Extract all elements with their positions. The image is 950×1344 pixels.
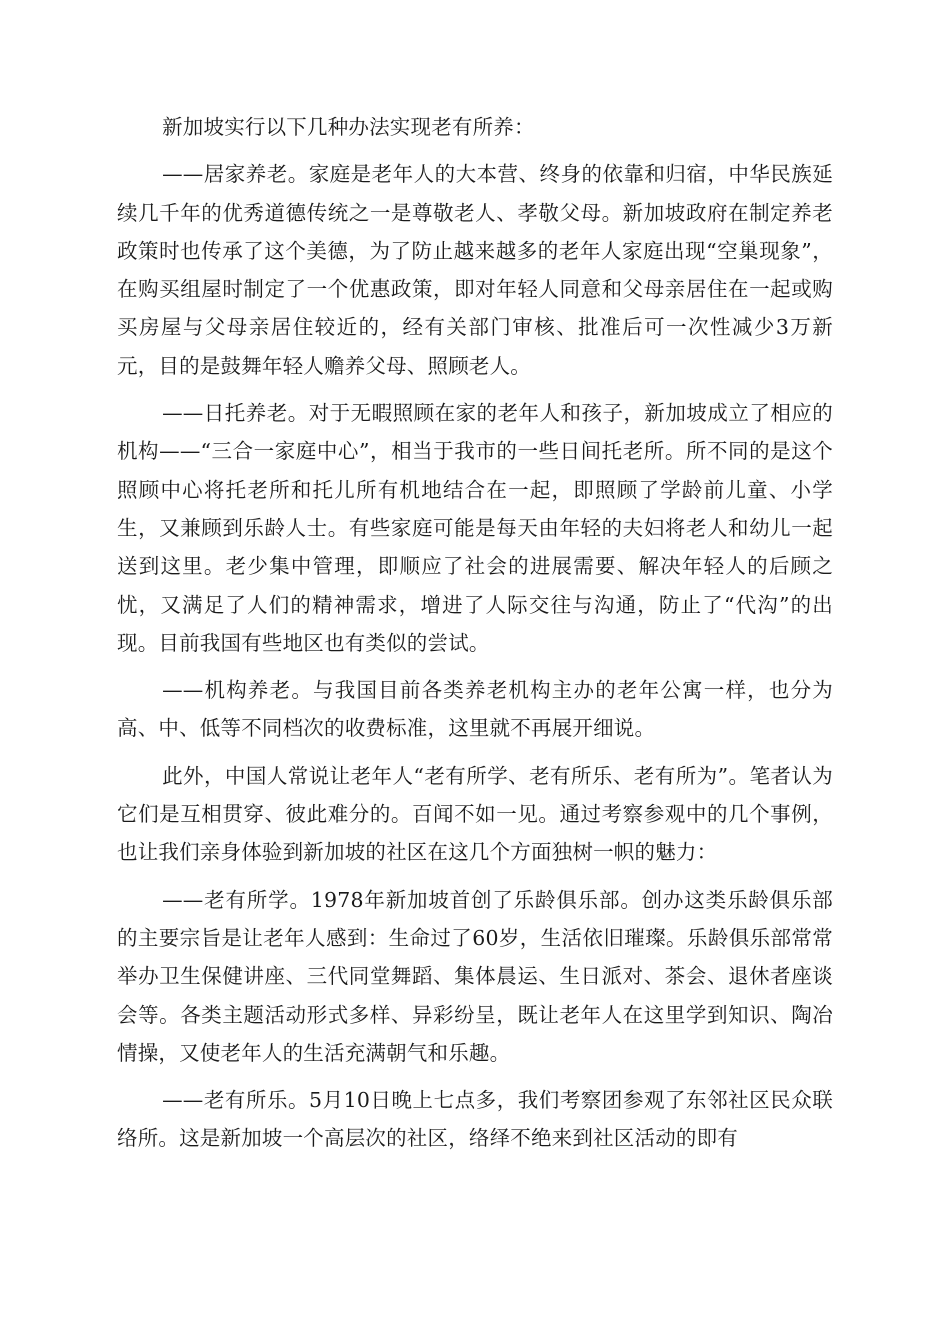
paragraph-day-care: ——日托养老。对于无暇照顾在家的老年人和孩子，新加坡成立了相应的机构——“三合一家庭中心”，相当于我市的一些日间托老所。所不同的是这个照顾中心将托老所和托儿所有机地结合在一起，即照顾了学龄前儿童、小学生，又兼顾到乐龄人士。有些家庭可能是每天由年轻的夫妇将老人和幼儿一起送到这里。老少集中管理，即顺应了社会的进展需要、解决年轻人的后顾之忧，又满足了人们的精神需求，增进了人际交往与沟通，防止了“代沟”的出现。目前我国有些地区也有类似的尝试。: [117, 401, 833, 655]
paragraph-institutional-care: ——机构养老。与我国目前各类养老机构主办的老年公寓一样，也分为高、中、低等不同档次的收费标准，这里就不再展开细说。: [117, 678, 833, 741]
paragraph-home-care: ——居家养老。家庭是老年人的大本营、终身的依靠和归宿，中华民族延续几千年的优秀道德传统之一是尊敬老人、孝敬父母。新加坡政府在制定养老政策时也传承了这个美德，为了防止越来越多的老年人家庭出现“空巢现象”，在购买组屋时制定了一个优惠政策，即对年轻人同意和父母亲居住在一起或购买房屋与父母亲居住较近的，经有关部门审核、批准后可一次性减少3万新元，目的是鼓舞年轻人赡养父母、照顾老人。: [117, 162, 833, 378]
paragraph-enjoyment: ——老有所乐。5月10日晚上七点多，我们考察团参观了东邻社区民众联络所。这是新加坡一个高层次的社区，络绎不绝来到社区活动的即有: [117, 1088, 833, 1151]
paragraph-intro: 新加坡实行以下几种办法实现老有所养：: [162, 115, 535, 139]
paragraph-learning: ——老有所学。1978年新加坡首创了乐龄俱乐部。创办这类乐龄俱乐部的主要宗旨是让老年人感到：生命过了60岁，生活依旧璀璨。乐龄俱乐部常常举办卫生保健讲座、三代同堂舞蹈、集体晨运、生日派对、茶会、退休者座谈会等。各类主题活动形式多样、异彩纷呈，既让老年人在这里学到知识、陶冶情操，又使老年人的生活充满朝气和乐趣。: [117, 887, 833, 1065]
paragraph-additionally: 此外，中国人常说让老年人“老有所学、老有所乐、老有所为”。笔者认为它们是互相贯穿、彼此难分的。百闻不如一见。通过考察参观中的几个事例，也让我们亲身体验到新加坡的社区在这几个方面独树一帜的魅力：: [117, 763, 833, 865]
document-page: [117, 108, 833, 1167]
